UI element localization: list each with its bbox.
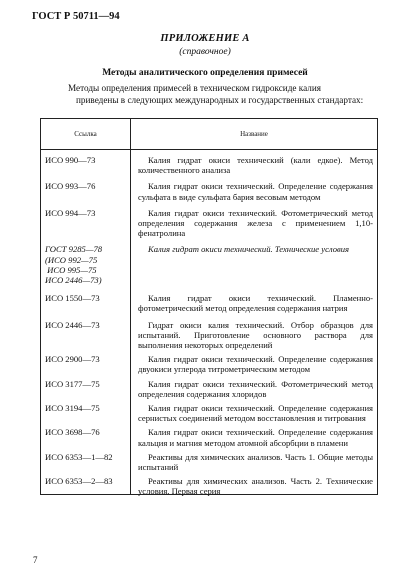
table-row [41, 476, 377, 496]
table-row [41, 181, 377, 201]
intro-paragraph [68, 82, 368, 106]
table-row [41, 293, 377, 313]
reference-cell: ИСО 3177—75 [45, 378, 100, 389]
appendix-title: ПРИЛОЖЕНИЕ А [160, 33, 250, 44]
reference-cell: ИСО 3698—76 [45, 427, 100, 438]
title-cell: Калия гидрат окиси технический. Фотометрический метод определения содержания хлоридов [138, 378, 373, 399]
title-cell: Калия гидрат окиси технический (кали едкое). Метод количественного анализа [138, 155, 373, 176]
title-cell: Калия гидрат окиси технический. Определение содержания кальция и магния методом атомной абсорбции в пламени [138, 427, 373, 448]
page-number: 7 [33, 555, 38, 565]
table-header-row [41, 119, 377, 150]
intro-line-2: приведены в следующих международных и государственных стандартах: [76, 95, 364, 105]
reference-cell: ИСО 3194—75 [45, 403, 100, 414]
table-row [41, 244, 377, 285]
table-row [41, 155, 377, 175]
reference-cell: ИСО 990—73 [45, 155, 96, 165]
reference-cell: ИСО 2900—73 [45, 354, 100, 365]
title-cell: Калия гидрат окиси технический. Определение содержания двуокиси углерода титрометрическим методом [138, 354, 373, 375]
document-header: ГОСТ Р 50711—94 [32, 11, 120, 22]
table-row [41, 427, 377, 447]
title-cell: Реактивы для химических анализов. Часть 2. Технические условия. Первая серия [138, 476, 373, 497]
reference-cell: ИСО 1550—73 [45, 293, 100, 304]
title-cell: Калия гидрат окиси технический. Технические условия [148, 244, 350, 255]
table-row [41, 403, 377, 423]
title-cell: Калия гидрат окиси технический. Определение содержания сульфата в виде сульфата бария весовым методом [138, 181, 373, 202]
table-row [41, 354, 377, 374]
appendix-subtitle: (справочное) [179, 47, 231, 57]
reference-cell: ИСО 993—76 [45, 181, 96, 192]
title-cell: Калия гидрат окиси технический. Фотометрический метод определения содержания железа с применением 1,10-фенатролина [138, 207, 373, 239]
table-row [41, 452, 377, 472]
intro-line-1: Методы определения примесей в техническом гидроксиде калия [68, 83, 321, 93]
section-title: Методы аналитического определения примесей [102, 68, 308, 78]
reference-cell: ГОСТ 9285—78 (ИСО 992—75 ИСО 995—75 ИСО 2446—73) [45, 244, 103, 286]
reference-cell: ИСО 6353—2—83 [45, 476, 113, 487]
table-row [41, 320, 377, 351]
table-row [41, 208, 377, 239]
reference-cell: ИСО 6353—1—82 [45, 451, 113, 462]
reference-cell: ИСО 994—73 [45, 207, 96, 218]
title-cell: Калия гидрат окиси технический. Определение содержания сернистых соединений методом восстановления и титрования [138, 403, 373, 424]
title-cell: Гидрат окиси калия технический. Отбор образцов для испытаний. Приготовление основного раствора для выполнения некоторых определений [138, 319, 373, 351]
table-body [41, 155, 377, 497]
title-cell: Реактивы для химических анализов. Часть 1. Общие методы испытаний [138, 451, 373, 473]
column-header-title: Название [240, 130, 268, 138]
reference-cell: ИСО 2446—73 [45, 319, 100, 330]
standards-table [40, 118, 378, 495]
table-row [41, 379, 377, 399]
title-cell: Калия гидрат окиси технический. Пламенно-фотометрический метод определения содержания натрия [138, 293, 373, 314]
column-header-reference: Ссылка [41, 119, 131, 149]
